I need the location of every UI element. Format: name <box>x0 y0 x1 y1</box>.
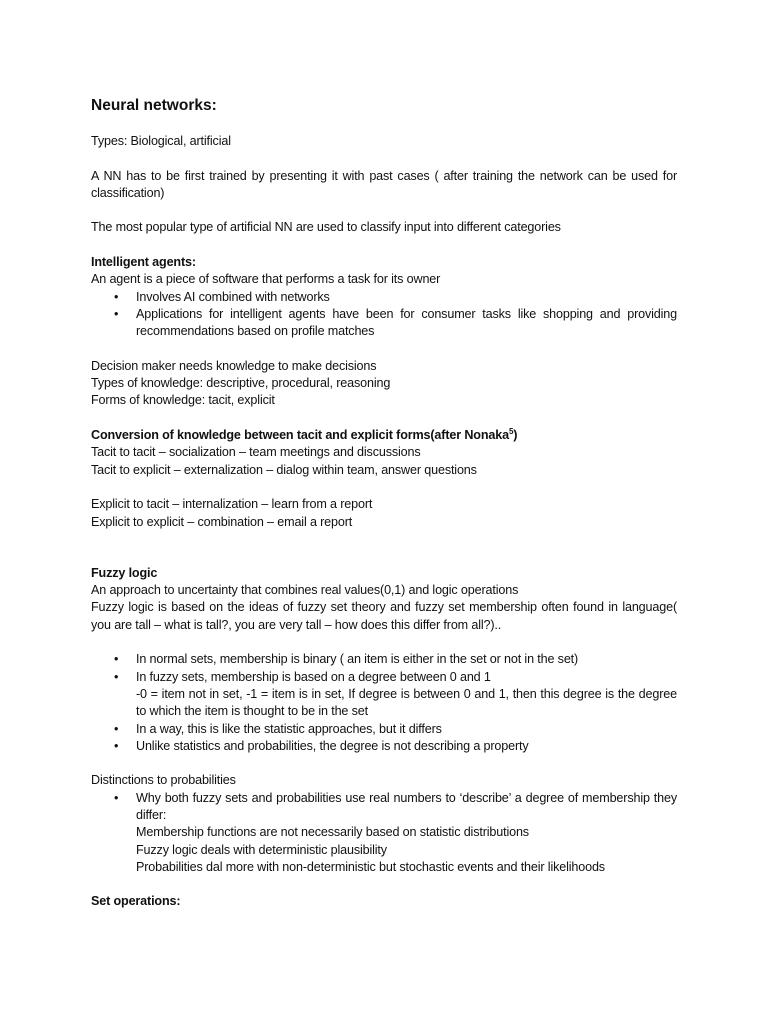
distinctions-bullet-list <box>91 790 677 876</box>
heading-text: Conversion of knowledge between tacit and explicit forms(after Nonaka <box>91 428 509 443</box>
list-item <box>91 651 677 668</box>
list-item-continuation: -0 = item not in set, -1 = item is in set, If degree is between 0 and 1, then this degree is the degree to which the item is thought to be in the set <box>136 686 677 719</box>
bullet-icon: • <box>114 738 119 753</box>
list-item-continuation: Fuzzy logic deals with deterministic plausibility <box>136 842 387 857</box>
list-item-text: Applications for intelligent agents have been for consumer tasks like shopping and providing recommendations based on profile matches <box>136 306 677 339</box>
list-item-text: Unlike statistics and probabilities, the degree is not describing a property <box>136 738 529 753</box>
nn-training-paragraph: A NN has to be first trained by presenting it with past cases ( after training the network can be used for classification) <box>91 168 677 200</box>
knowledge-line: Forms of knowledge: tacit, explicit <box>91 393 275 408</box>
document-body <box>91 96 677 911</box>
agent-definition: An agent is a piece of software that performs a task for its owner <box>91 272 441 287</box>
footnote-marker: 5 <box>508 426 514 436</box>
bullet-icon: • <box>114 669 119 684</box>
bullet-icon: • <box>114 306 119 321</box>
knowledge-line: Types of knowledge: descriptive, procedural, reasoning <box>91 376 391 391</box>
bullet-icon: • <box>114 652 119 667</box>
fuzzy-definition: An approach to uncertainty that combines real values(0,1) and logic operations <box>91 583 519 598</box>
list-item-text: Involves AI combined with networks <box>136 289 330 304</box>
heading-close: ) <box>513 428 518 443</box>
fuzzy-bullet-list <box>91 651 677 755</box>
conversion-line: Tacit to tacit – socialization – team meetings and discussions <box>91 445 421 460</box>
bullet-icon: • <box>114 721 119 736</box>
heading-knowledge-conversion <box>91 427 677 444</box>
heading-distinctions: Distinctions to probabilities <box>91 773 236 788</box>
heading-set-operations: Set operations: <box>91 894 181 909</box>
list-item <box>91 721 677 738</box>
conversion-line: Explicit to tacit – internalization – learn from a report <box>91 497 373 512</box>
heading-intelligent-agents: Intelligent agents: <box>91 255 196 270</box>
heading-fuzzy-logic: Fuzzy logic <box>91 565 158 580</box>
list-item-continuation: Probabilities dal more with non-deterministic but stochastic events and their likelihoods <box>136 859 605 874</box>
heading-neural-networks: Neural networks: <box>91 97 217 114</box>
list-item <box>91 738 677 755</box>
conversion-line: Tacit to explicit – externalization – dialog within team, answer questions <box>91 462 477 477</box>
bullet-icon: • <box>114 790 119 805</box>
list-item <box>91 669 677 721</box>
list-item-continuation: Membership functions are not necessarily based on statistic distributions <box>136 825 529 840</box>
list-item-text: In normal sets, membership is binary ( an item is either in the set or not in the set) <box>136 652 579 667</box>
list-item-text: In a way, this is like the statistic approaches, but it differs <box>136 721 442 736</box>
fuzzy-based-paragraph: Fuzzy logic is based on the ideas of fuzzy set theory and fuzzy set membership often found in language( you are tall – what is tall?, you are very tall – how does this differ from all?).. <box>91 600 677 632</box>
list-item-text: In fuzzy sets, membership is based on a degree between 0 and 1 <box>136 669 491 684</box>
conversion-line: Explicit to explicit – combination – email a report <box>91 514 353 529</box>
types-line: Types: Biological, artificial <box>91 134 231 148</box>
bullet-icon: • <box>114 289 119 304</box>
knowledge-line: Decision maker needs knowledge to make decisions <box>91 358 377 373</box>
list-item <box>91 289 677 306</box>
list-item-text: Why both fuzzy sets and probabilities use real numbers to ‘describe’ a degree of membership they differ: <box>136 790 677 822</box>
list-item <box>91 306 677 341</box>
list-item <box>91 790 677 876</box>
agents-bullet-list <box>91 289 677 341</box>
popular-type-line: The most popular type of artificial NN are used to classify input into different categories <box>91 220 561 235</box>
